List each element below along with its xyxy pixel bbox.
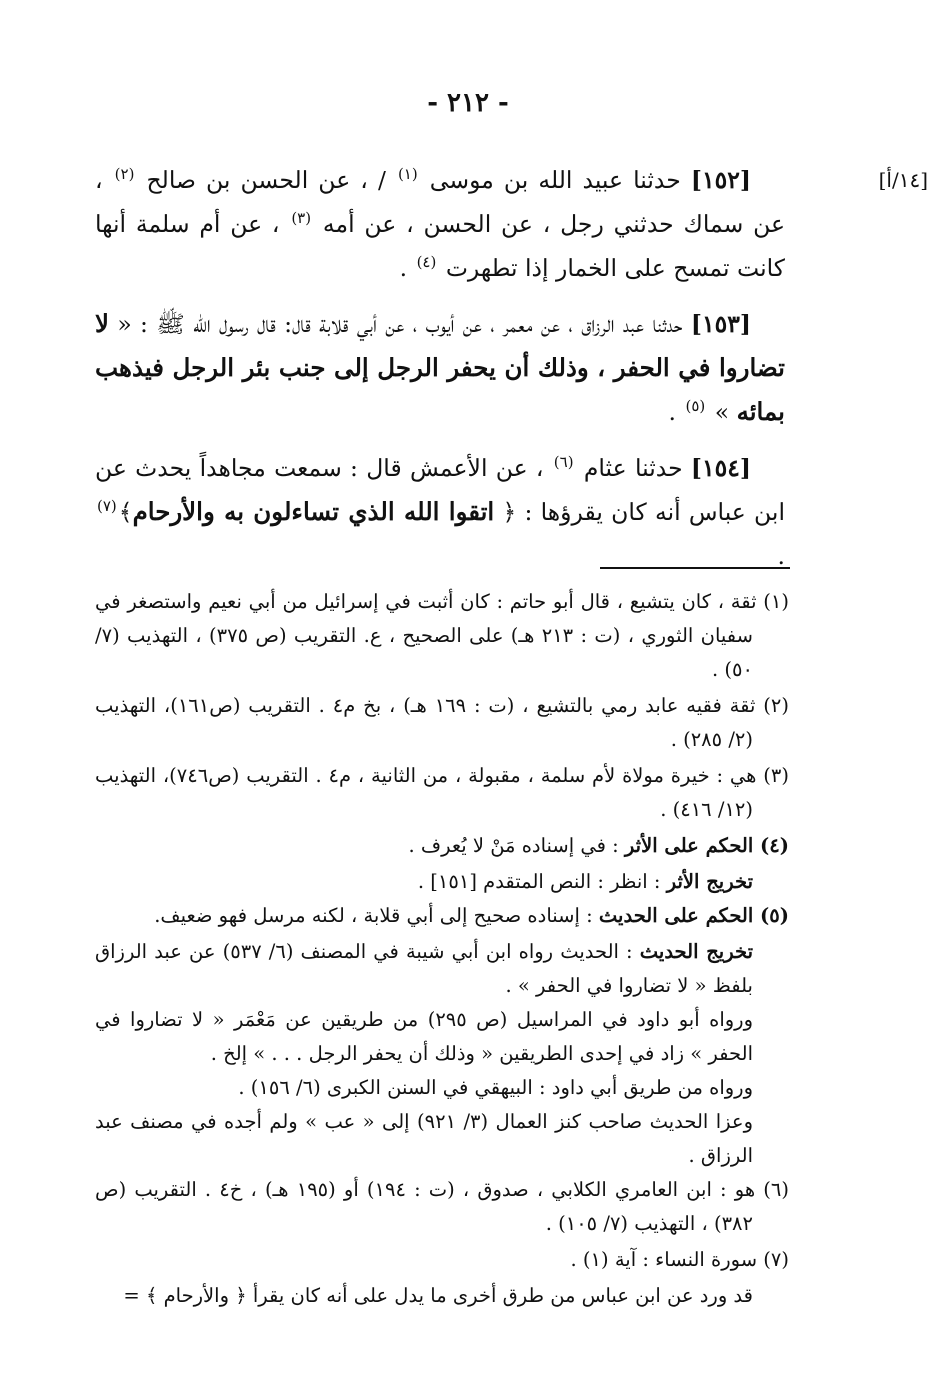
hadith-text: . (777, 542, 785, 570)
footnote-3: (٣) هي : خيرة مولاة لأم سلمة ، مقبولة ، من الثانية ، م٤ . التقريب (ص٧٤٦)، التهذيب (١٢/ ٤١٦) . (95, 764, 789, 821)
footnotes (95, 585, 789, 1313)
hadith-text: ، عن سماك حدثني رجل ، عن الحسن ، عن أمه (95, 166, 785, 238)
footnote-separator (600, 567, 790, 569)
hadith-number: [١٥٢] (690, 166, 751, 194)
hadith-number: [١٥٣] (690, 310, 751, 338)
footnote-7-continuation: قد ورد عن ابن عباس من طرق أخرى ما يدل على أنه كان يقرأ ﴿ والأرحام ﴾ = (123, 1284, 753, 1307)
hadith-text: / ، عن الحسن بن صالح (136, 166, 396, 194)
footnote-5-bayhaqi: ورواه من طريق أبي داود : البيهقي في السنن الكبرى (٦/ ١٥٦) . (238, 1076, 753, 1099)
manuscript-folio-reference: [١٤/أ] (878, 168, 928, 192)
footnote-5 (95, 899, 789, 933)
footnote-marker[interactable]: (٥) (685, 397, 706, 416)
hadith-text: ، عن أم سلمة أنها كانت تمسح على الخمار إذا تطهرت (95, 210, 785, 282)
hadith-153 (95, 302, 785, 434)
footnote-7: (٧) سورة النساء : آية (١) . (570, 1248, 789, 1271)
hadith-text: ﴾ (118, 498, 133, 526)
footnote-5-abudawud: ورواه أبو داود في المراسيل (ص ٢٩٥) من طريقين عن مَعْمَر « لا تضاروا في الحفر » زاد في إحدى الطريقين « وذلك أن يحفر الرجل . . . » إلخ . (95, 1008, 753, 1065)
hadith-152 (95, 158, 785, 290)
hadith-text: حدثنا عثام (575, 454, 691, 482)
footnote-5-kanz: وعزا الحديث صاحب كنز العمال (٣/ ٩٢١) إلى « عب » ولم أجده في مصنف عبد الرزاق . (95, 1110, 753, 1167)
hadith-text: حدثنا عبيد الله بن موسى (419, 166, 691, 194)
footnote-text: : في إسناده مَنْ لا يُعرف . (408, 834, 625, 857)
footnote-6: (٦) هو : ابن العامري الكلابي ، صدوق ، (ت : ١٩٤) أو (١٩٥ هـ) ، خ٤ . التقريب (ص ٣٨٢) ، التهذيب (٧/ ١٠٥) . (95, 1178, 789, 1235)
footnote-2: (٢) ثقة فقيه عابد رمي بالتشيع ، (ت : ١٦٩ هـ) ، بخ م٤ . التقريب (ص١٦١)، التهذيب (٢/ ٢٨٥) . (95, 694, 790, 751)
hadith-number: [١٥٤] (690, 454, 752, 482)
page-number: - ٢١٢ - (427, 88, 509, 118)
footnote-marker[interactable]: (٢) (114, 165, 135, 184)
hadith-text: ، عن الأعمش قال : سمعت مجاهداً يحدث عن ابن عباس أنه كان يقرؤها : ﴿ (95, 454, 786, 526)
hadith-text: حدثنا عبد الرزاق ، عن معمر ، عن أيوب ، عن أبي قلابة قال: قال رسول الله ﷺ : « (108, 310, 691, 338)
footnote-4-takhrij (95, 865, 789, 899)
footnote-1: (١) ثقة ، كان يتشيع ، قال أبو حاتم : كان أثبت في إسرائيل من أبي نعيم واستصغر في سفيان الثوري ، (ت : ٢١٣ هـ) على الصحيح ، ع. التقريب (ص ٣٧٥) ، التهذيب (٧/ ٥٠) . (95, 590, 789, 681)
footnote-marker[interactable]: (٧) (97, 497, 117, 516)
main-text (95, 158, 785, 590)
footnote-4 (95, 829, 789, 863)
footnote-marker[interactable]: (٣) (291, 209, 312, 228)
prophetic-saying: لا تضاروا في الحفر ، وذلك أن يحفر الرجل إلى جنب بئر الرجل فيذهب بمائه (95, 309, 785, 426)
hadith-text: . (399, 254, 415, 282)
hadith-154 (95, 446, 785, 578)
footnote-marker[interactable]: (٤) (416, 253, 437, 272)
footnote-label: (٥) الحكم على الحديث (598, 904, 789, 927)
footnote-text: : إسناده صحيح إلى أبي قلابة ، لكنه مرسل فهو ضعيف. (154, 904, 599, 927)
hadith-text: . (668, 398, 684, 426)
footnote-marker[interactable]: (٦) (553, 453, 574, 472)
footnote-label: تخريج الأثر (666, 870, 753, 893)
footnote-text: : الحديث رواه ابن أبي شيبة في المصنف (٦/ ٥٣٧) عن عبد الرزاق بلفظ « لا تضاروا في الحفر » . (95, 940, 753, 997)
footnote-marker[interactable]: (١) (397, 165, 418, 184)
footnote-label: (٤) الحكم على الأثر (624, 834, 789, 857)
quran-verse: اتقوا الله الذي تساءلون به والأرحام (132, 497, 495, 526)
footnote-text: : انظر : النص المتقدم [١٥١] . (417, 870, 667, 893)
hadith-text: » (707, 398, 737, 426)
footnote-5-takhrij (95, 935, 789, 1003)
footnote-label: تخريج الحديث (639, 940, 753, 963)
